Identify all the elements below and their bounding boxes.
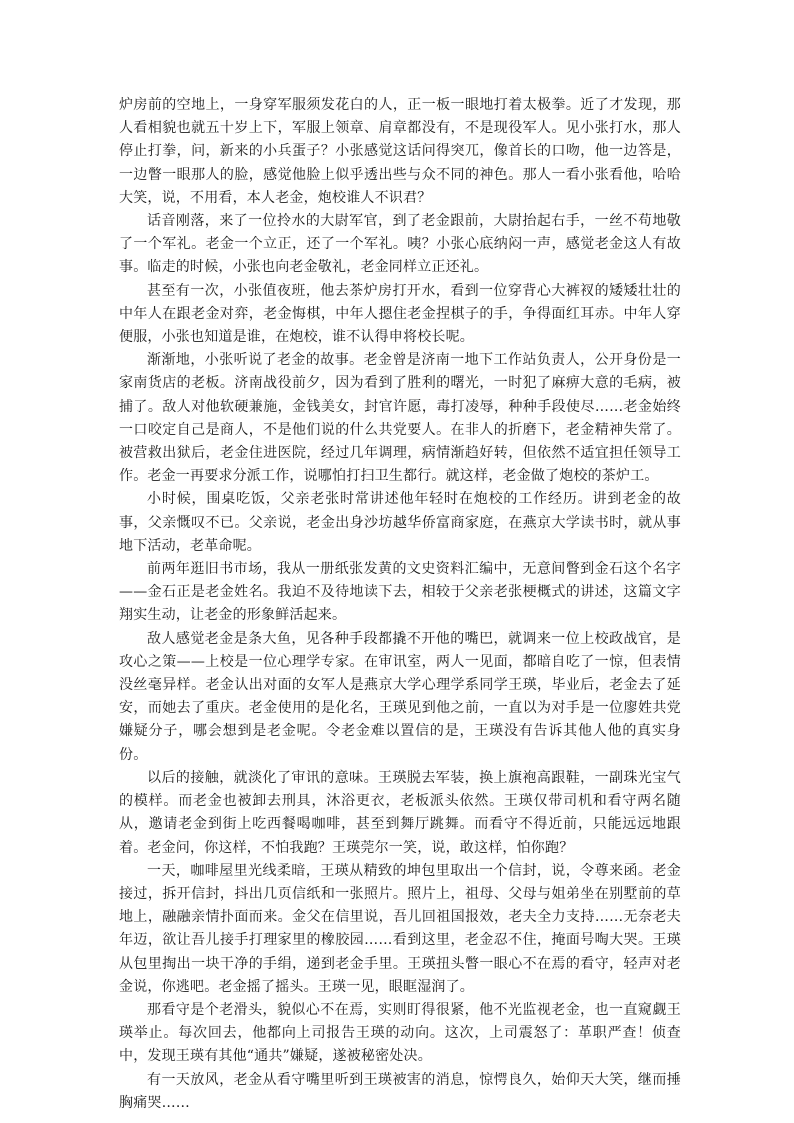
paragraph-5: 小时候，围桌吃饭，父亲老张时常讲述他年轻时在炮校的工作经历。讲到老金的故事，父亲慨叹不已。父亲说，老金出身沙坊越华侨富商家庭，在燕京大学读书时，就从事地下活动，老革命呢。: [119, 491, 681, 554]
paragraph-2: 话音刚落，来了一位拎水的大尉军官，到了老金跟前，大尉抬起右手，一丝不苟地敬了一个军礼。老金一个立正，还了一个军礼。咦？小张心底纳闷一声，感觉老金这人有故事。临走的时候，小张也向老金敬礼，老金同样立正还礼。: [119, 213, 681, 276]
paragraph-10: 那看守是个老滑头，貌似心不在焉，实则盯得很紧，他不光监视老金，也一直窥觑王瑛举止。每次回去，他都向上司报告王瑛的动向。这次，上司震怒了：革职严查！侦查中，发现王瑛有其他“通共”嫌疑，遂被秘密处决。: [119, 1001, 681, 1065]
paragraph-1: 炉房前的空地上，一身穿军服须发花白的人，正一板一眼地打着太极拳。近了才发现，那人看相貌也就五十岁上下，军服上领章、肩章都没有，不是现役军人。见小张打水，那人停止打拳，问，新来的小兵蛋子？小张感觉这话问得突兀，像首长的口吻，他一边答是，一边瞥一眼那人的脸，感觉他脸上似乎透出些与众不同的神色。那人一看小张看他，哈哈大笑，说，不用看，本人老金，炮校谁人不识君？: [119, 97, 681, 206]
paragraph-8: 以后的接触，就淡化了审讯的意味。王瑛脱去军装，换上旗袍高跟鞋，一副珠光宝气的模样。而老金也被卸去刑具，沐浴更衣，老板派头依然。王瑛仅带司机和看守两名随从，邀请老金到街上吃西餐喝咖啡，甚至到舞厅跳舞。而看守不得近前，只能远远地跟着。老金问，你这样，不怕我跑？王瑛莞尔一笑，说，敢这样，怕你跑？: [119, 769, 681, 856]
paragraph-9: 一天，咖啡屋里光线柔暗，王瑛从精致的坤包里取出一个信封，说，令尊来函。老金接过，拆开信封，抖出几页信纸和一张照片。照片上，祖母、父母与姐弟坐在别墅前的草地上，融融亲情扑面而来。金父在信里说，吾儿回祖国报效，老夫全力支持……无奈老夫年迈，欲让吾儿接手打理家里的橡胶园……看到这里，老金忍不住，掩面号啕大哭。王瑛从包里掏出一块干净的手绢，递到老金手里。王瑛扭头瞥一眼心不在焉的看守，轻声对老金说，你逃吧。老金摇了摇头。王瑛一见，眼眶湿润了。: [119, 862, 681, 995]
paragraph-6: 前两年逛旧书市场，我从一册纸张发黄的文史资料汇编中，无意间瞥到金石这个名字——金石正是老金姓名。我迫不及待地读下去，相较于父亲老张梗概式的讲述，这篇文字翔实生动，让老金的形象鲜活起来。: [119, 561, 681, 624]
paragraph-11: 有一天放风，老金从看守嘴里听到王瑛被害的消息，惊愕良久，始仰天大笑，继而捶胸痛哭……: [119, 1071, 681, 1111]
article-page: [119, 94, 681, 1115]
paragraph-3: 甚至有一次，小张值夜班，他去茶炉房打开水，看到一位穿背心大裤衩的矮矮壮壮的中年人在跟老金对弈，老金悔棋，中年人摁住老金捏棋子的手，争得面红耳赤。中年人穿便服，小张也知道是谁，在炮校，谁不认得申将校长呢。: [119, 282, 681, 346]
paragraph-4: 渐渐地，小张听说了老金的故事。老金曾是济南一地下工作站负责人，公开身份是一家南货店的老板。济南战役前夕，因为看到了胜利的曙光，一时犯了麻痹大意的毛病，被捕了。敌人对他软硬兼施，金钱美女，封官许愿，毒打凌辱，种种手段使尽……老金始终一口咬定自己是商人，不是他们说的什么共党要人。在非人的折磨下，老金精神失常了。被营救出狱后，老金住进医院，经过几年调理，病情渐趋好转，但依然不适宜担任领导工作。老金一再要求分派工作，说哪怕打扫卫生都行。就这样，老金做了炮校的茶炉工。: [119, 352, 681, 485]
paragraph-7: 敌人感觉老金是条大鱼，见各种手段都撬不开他的嘴巴，就调来一位上校政战官，是攻心之策——上校是一位心理学专家。在审讯室，两人一见面，都暗自吃了一惊，但表情没丝毫异样。老金认出对面的女军人是燕京大学心理学系同学王瑛，毕业后，老金去了延安，而她去了重庆。老金使用的是化名，王瑛见到他之前，一直以为对手是一位廖姓共党嫌疑分子，哪会想到是老金呢。令老金难以置信的是，王瑛没有告诉其他人他的真实身份。: [119, 630, 681, 763]
